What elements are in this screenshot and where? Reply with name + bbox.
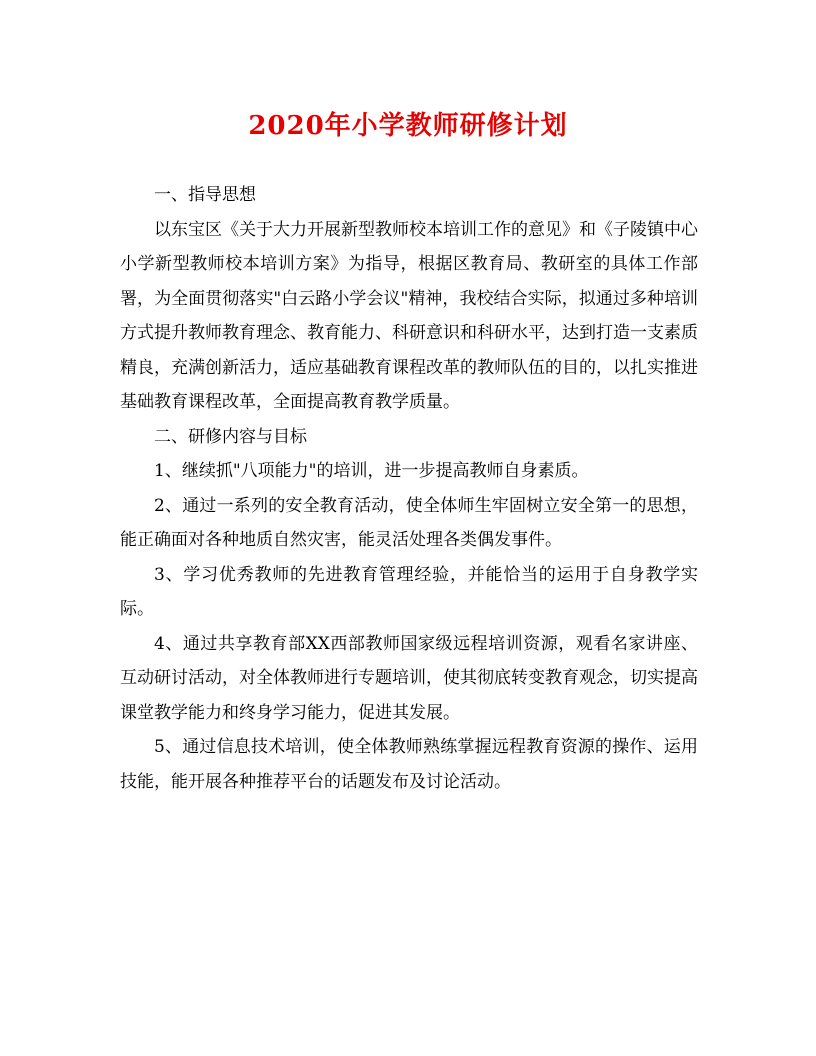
body-paragraph: 4、通过共享教育部XX西部教师国家级远程培训资源，观看名家讲座、互动研讨活动，对全体教师进行专题培训，使其彻底转变教育观念，切实提高课堂教学能力和终身学习能力，促进其发展。 (120, 633, 698, 723)
body-paragraph: 1、继续抓"八项能力"的培训，进一步提高教师自身素质。 (154, 461, 589, 481)
section-heading: 一、指导思想 (154, 185, 256, 205)
section-heading: 二、研修内容与目标 (154, 426, 307, 447)
document-body (120, 178, 698, 799)
document-title: 2020年小学教师研修计划 (248, 111, 568, 141)
body-paragraph: 以东宝区《关于大力开展新型教师校本培训工作的意见》和《子陵镇中心小学新型教师校本培训方案》为指导，根据区教育局、教研室的具体工作部署，为全面贯彻落实"白云路小学会议"精神，我校结合实际，拟通过多种培训方式提升教师教育理念、教育能力、科研意识和科研水平，达到打造一支素质精良，充满创新活力，适应基础教育课程改革的教师队伍的目的，以扎实推进基础教育课程改革，全面提高教育教学质量。 (120, 219, 698, 412)
body-paragraph: 3、学习优秀教师的先进教育管理经验，并能恰当的运用于自身教学实际。 (120, 564, 698, 619)
body-paragraph: 5、通过信息技术培训，使全体教师熟练掌握远程教育资源的操作、运用技能，能开展各种推荐平台的话题发布及讨论活动。 (120, 737, 698, 792)
body-paragraph: 2、通过一系列的安全教育活动，使全体师生牢固树立安全第一的思想，能正确面对各种地质自然灾害，能灵活处理各类偶发事件。 (120, 495, 698, 550)
